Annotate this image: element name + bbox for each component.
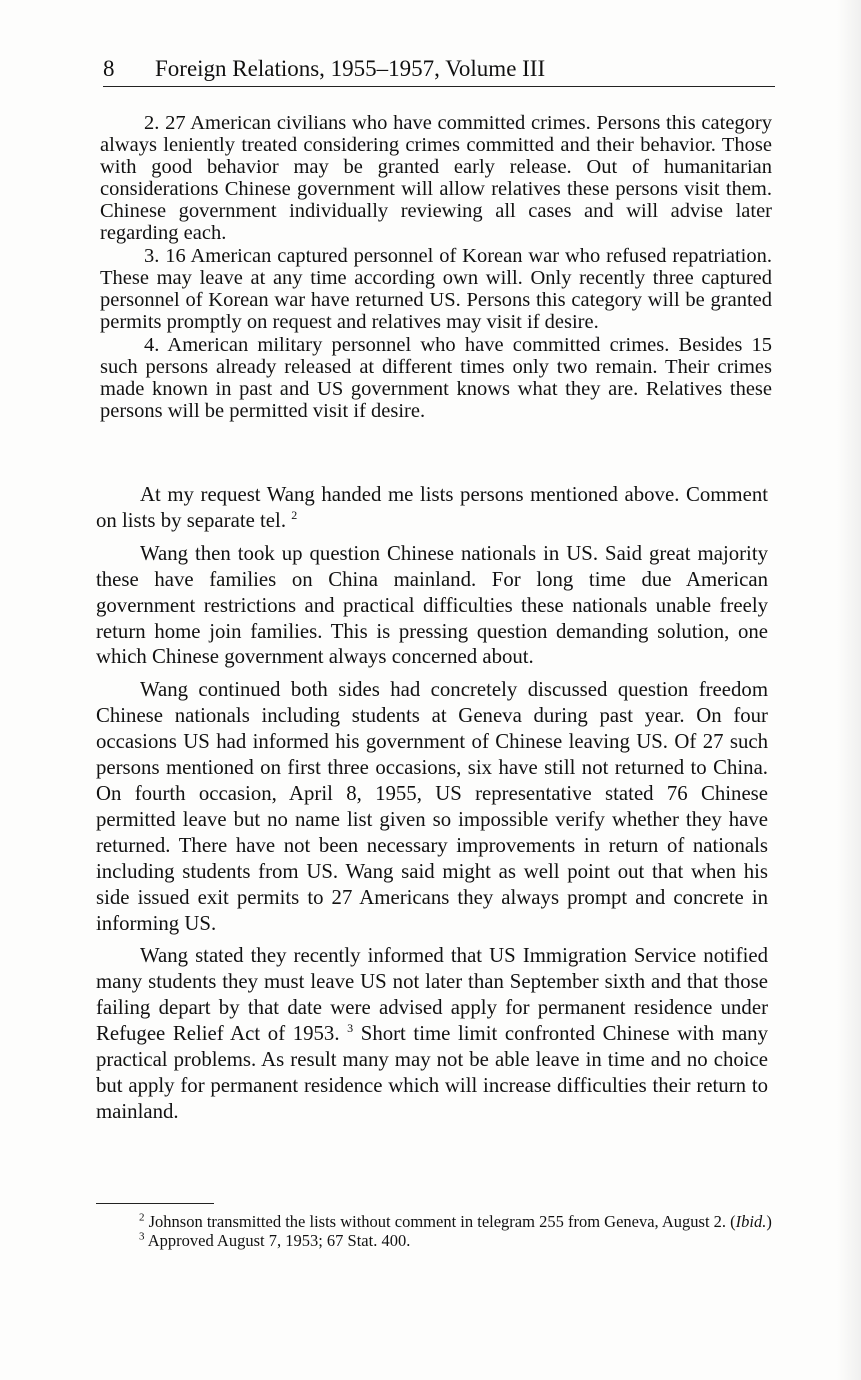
footnote-text: Approved August 7, 1953; 67 Stat. 400. [147,1231,411,1250]
paragraph-text: At my request Wang handed me lists persons mentioned above. Comment on lists by separate tel. [96,483,768,532]
volume-title: Foreign Relations, 1955–1957, Volume III [155,56,546,81]
body-text [96,482,768,1132]
page-number: 8 [103,56,115,81]
footnote-ref[interactable]: 3 [347,1021,354,1036]
footnote-marker: 3 [139,1230,145,1243]
footnote-close: ) [766,1212,772,1231]
paragraph [96,482,768,534]
numbered-list [100,112,772,423]
list-item: 2. 27 American civilians who have committed crimes. Persons this category always leniently treated considering crimes committed and their behavior. Those with good behavior may be granted early release. Out of humanitarian considerations Chinese government will allow relatives these persons visit them. Chinese government individually reviewing all cases and will advise later regarding each. [100,112,772,244]
paragraph [96,943,768,1124]
paragraph-text: Wang stated they recently informed that US Immigration Service notified many students they must leave US not later than September sixth and that those failing depart by that date were advised apply for permanent residence under Refugee Relief Act of 1953. [96,944,768,1046]
paragraph: Wang then took up question Chinese nationals in US. Said great majority these have families on China mainland. For long time due American government restrictions and practical difficulties these nationals unable freely return home join families. This is pressing question demanding solution, one which Chinese government always concerned about. [96,541,768,669]
footnote-ref[interactable]: 2 [291,507,298,522]
footnotes [95,1212,775,1250]
footnote-text: Johnson transmitted the lists without comment in telegram 255 from Geneva, August 2. ( [148,1212,736,1231]
paragraph: Wang continued both sides had concretely discussed question freedom Chinese nationals including students at Geneva during past year. On four occasions US had informed his government of Chinese leaving US. Of 27 such persons mentioned on first three occasions, six have still not returned to China. On fourth occasion, April 8, 1955, US representative stated 76 Chinese permitted leave but no name list given so impossible verify whether they have returned. There have not been necessary improvements in return of nationals including students from US. Wang said might as well point out that when his side issued exit permits to 27 Americans they always prompt and concrete in informing US. [96,678,768,935]
footnote [95,1212,775,1231]
list-item: 3. 16 American captured personnel of Korean war who refused repatriation. These may leave at any time according own will. Only recently three captured personnel of Korean war have returned US. Persons this category will be granted permits promptly on request and relatives may visit if desire. [100,245,772,333]
footnote-divider [96,1203,214,1204]
footnote-marker: 2 [139,1211,145,1224]
paragraph-text: Short time limit confronted Chinese with many practical problems. As result many may not be able leave in time and no choice but apply for permanent residence which will increase difficulties their return to mainland. [96,1022,768,1123]
running-head [103,52,775,87]
footnote [95,1231,775,1250]
footnote-ibid: Ibid. [735,1212,767,1231]
page-edge-shading [837,0,861,1380]
list-item: 4. American military personnel who have committed crimes. Besides 15 such persons already released at different times only two remain. Their crimes made known in past and US government knows what they are. Relatives these persons will be permitted visit if desire. [100,334,772,422]
